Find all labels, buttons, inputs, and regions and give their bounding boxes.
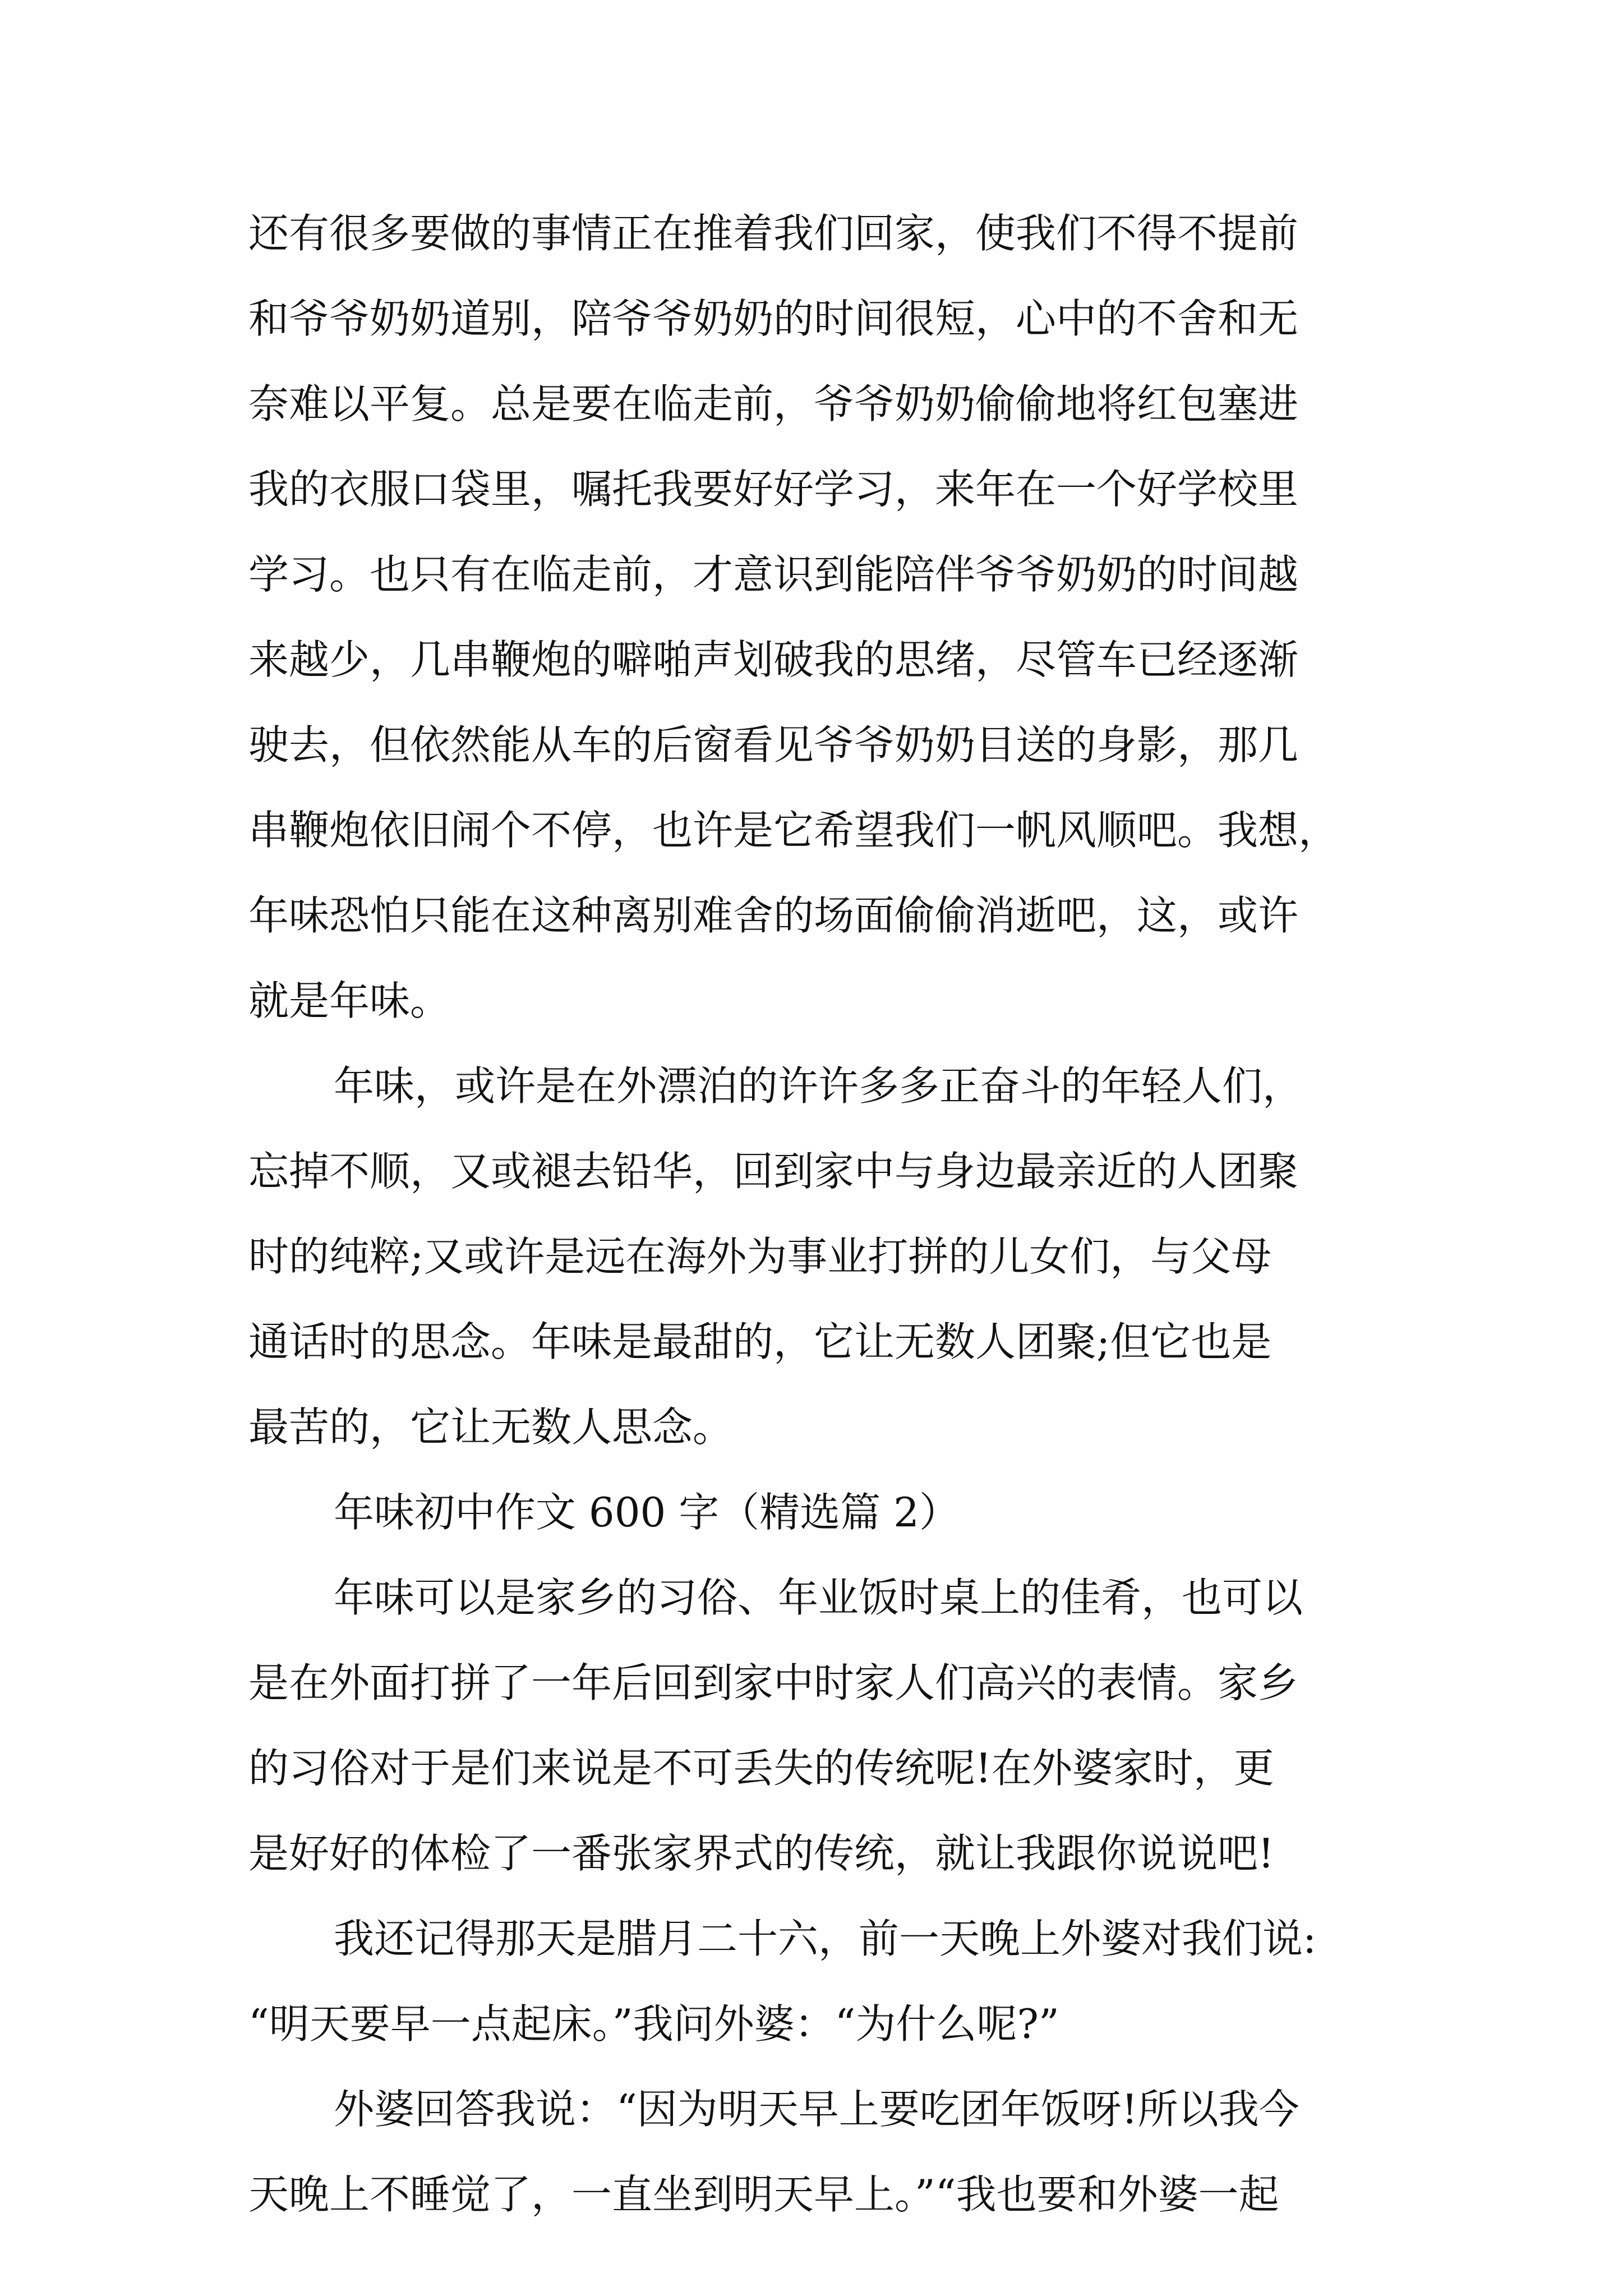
text-line: 还有很多要做的事情正在推着我们回家，使我们不得不提前 [248,210,1299,257]
text-line: 驶去，但依然能从车的后窗看见爷爷奶奶目送的身影，那几 [248,721,1299,769]
text-line: 串鞭炮依旧闹个不停，也许是它希望我们一帆风顺吧。我想， [248,807,1339,854]
paragraph-start-line: 我还记得那天是腊月二十六，前一天晚上外婆对我们说: [334,1915,1317,1962]
text-line: 是在外面打拼了一年后回到家中时家人们高兴的表情。家乡 [248,1659,1299,1706]
text-line: 是好好的体检了一番张家界式的传统，就让我跟你说说吧! [248,1830,1274,1877]
text-line: 和爷爷奶奶道别，陪爷爷奶奶的时间很短，心中的不舍和无 [248,295,1299,342]
section-title: 年味初中作文 600 字（精选篇 2） [334,1489,960,1536]
text-line: 奈难以平复。总是要在临走前，爷爷奶奶偷偷地将红包塞进 [248,380,1299,427]
paragraph-start-line: 年味可以是家乡的习俗、年业饭时桌上的佳肴，也可以 [334,1574,1303,1621]
text-line: 最苦的，它让无数人思念。 [248,1404,734,1451]
text-line: 天晚上不睡觉了，一直坐到明天早上。”“我也要和外婆一起 [248,2171,1279,2218]
paragraph-start-line: 外婆回答我说：“因为明天早上要吃团年饭呀!所以我今 [334,2086,1299,2133]
text-line: 忘掉不顺，又或褪去铅华，回到家中与身边最亲近的人团聚 [248,1148,1299,1195]
text-line: 我的衣服口袋里，嘱托我要好好学习，来年在一个好学校里 [248,466,1299,513]
paragraph-start-line: 年味，或许是在外漂泊的许许多多正奋斗的年轻人们， [334,1062,1303,1110]
text-line: 时的纯粹;又或许是远在海外为事业打拼的儿女们，与父母 [248,1233,1272,1280]
text-line: 学习。也只有在临走前，才意识到能陪伴爷爷奶奶的时间越 [248,551,1299,598]
body-text [248,191,1381,2237]
text-line: “明天要早一点起床。”我问外婆：“为什么呢?” [248,2000,1059,2047]
text-line: 通话时的思念。年味是最甜的，它让无数人团聚;但它也是 [248,1318,1272,1365]
text-line: 的习俗对于是们来说是不可丢失的传统呢!在外婆家时，更 [248,1745,1274,1792]
text-line: 就是年味。 [248,977,451,1024]
text-line: 来越少，几串鞭炮的噼啪声划破我的思绪，尽管车已经逐渐 [248,636,1299,683]
text-line: 年味恐怕只能在这种离别难舍的场面偷偷消逝吧，这，或许 [248,892,1299,939]
